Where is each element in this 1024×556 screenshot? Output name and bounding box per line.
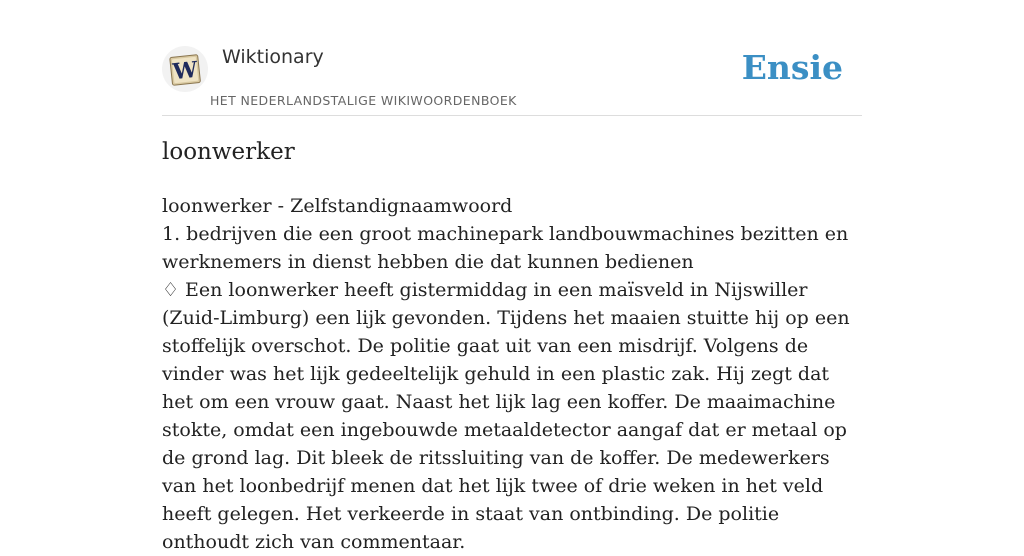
wiktionary-logo-icon[interactable]: [162, 46, 208, 92]
site-name[interactable]: Wiktionary: [222, 46, 324, 68]
header-divider: [162, 115, 862, 116]
entry-heading: loonwerker - Zelfstandignaamwoord: [162, 195, 513, 217]
page-container: [162, 0, 862, 553]
entry-definition: 1. bedrijven die een groot machinepark landbouwmachines bezitten en werknemers in dienst hebben die dat kunnen bedienen: [162, 223, 849, 273]
svg-text:W: W: [171, 56, 199, 86]
ensie-brand-logo[interactable]: Ensie: [741, 48, 843, 87]
site-tagline: HET NEDERLANDSTALIGE WIKIWOORDENBOEK: [210, 93, 517, 108]
entry-example: [162, 276, 862, 556]
example-marker-icon: ♢: [162, 279, 180, 301]
entry-content: [162, 192, 862, 556]
page-title: loonwerker: [162, 139, 295, 165]
example-text: Een loonwerker heeft gistermiddag in een maïsveld in Nijswiller (Zuid-Limburg) een lijk gevonden. Tijdens het maaien stuitte hij op een stoffelijk overschot. De politie gaat uit van een misdrijf. Volgens de vinder was het lijk gedeeltelijk gehuld in een plastic zak. Hij zegt dat het om een vrouw gaat. Naast het lijk lag een koffer. De maaimachine stokte, omdat een ingebouwde metaaldetector aangaf dat er metaal op de grond lag. Dit bleek de ritssluiting van de koffer. De medewerkers van het loonbedrijf menen dat het lijk twee of drie weken in het veld heeft gelegen. Het verkeerde in staat van ontbinding. De politie onthoudt zich van commentaar.: [162, 279, 850, 553]
